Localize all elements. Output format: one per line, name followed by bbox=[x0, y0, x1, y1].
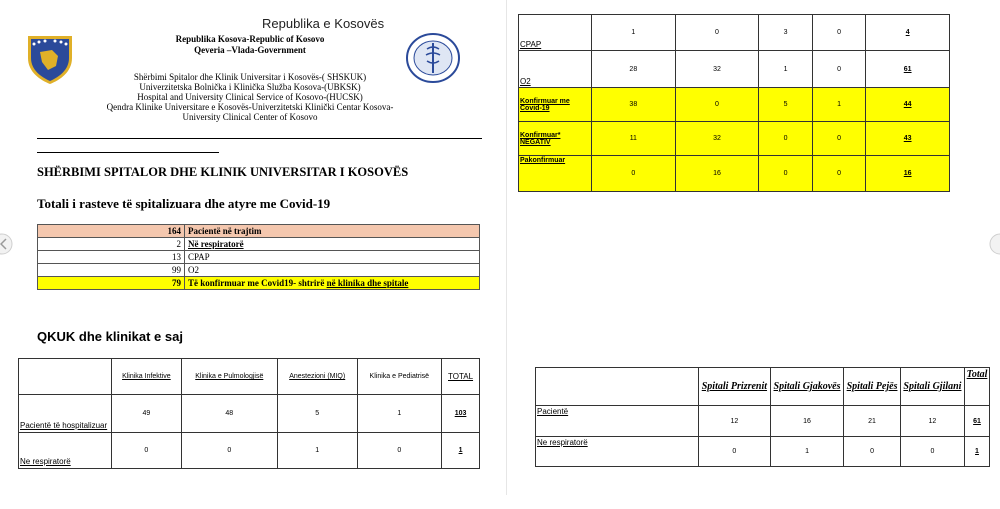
row-label: Ne respiratorë bbox=[19, 433, 112, 469]
summary-label: Pacientë në trajtim bbox=[185, 225, 480, 238]
table-cell: 16 bbox=[866, 156, 950, 192]
table-cell: 0 bbox=[675, 15, 759, 51]
column-header: Spitali Gjilani bbox=[900, 368, 964, 406]
table-cell: 32 bbox=[675, 122, 759, 156]
table-row bbox=[519, 88, 950, 122]
table-cell: 38 bbox=[592, 88, 676, 122]
table-cell: 0 bbox=[759, 122, 813, 156]
header-line-4: Univerzitetska Bolnička i Klinička Služba Kosova-(UBKSK) bbox=[139, 82, 361, 92]
column-header: Spitali Prizrenit bbox=[699, 368, 771, 406]
table-cell: 0 bbox=[181, 433, 277, 469]
column-header: Klinika e Pediatrisë bbox=[357, 359, 441, 395]
table-cell: 21 bbox=[844, 406, 901, 437]
header-line-6: Qendra Klinike Universitare e Kosovës-Univerzitetski Klinički Centar Kosova- bbox=[106, 102, 394, 112]
summary-label: O2 bbox=[185, 264, 480, 277]
summary-label-part: në klinika dhe spitale bbox=[326, 278, 409, 288]
table-cell: 0 bbox=[900, 437, 964, 467]
column-header: Klinika Infektive bbox=[112, 359, 182, 395]
table-cell: 28 bbox=[592, 51, 676, 88]
divider-line-short bbox=[37, 152, 219, 153]
summary-value: 13 bbox=[38, 251, 185, 264]
table-cell: 0 bbox=[844, 437, 901, 467]
column-header: Spitali Pejës bbox=[844, 368, 901, 406]
table-cell: 0 bbox=[812, 15, 866, 51]
table-row bbox=[519, 15, 950, 51]
table-cell: 5 bbox=[277, 395, 357, 433]
table-cell: 61 bbox=[866, 51, 950, 88]
divider-line bbox=[37, 138, 482, 139]
table-cell: 61 bbox=[965, 406, 990, 437]
table-row bbox=[38, 251, 480, 264]
table-cell: 1 bbox=[442, 433, 480, 469]
table-cell: 0 bbox=[699, 437, 771, 467]
qkuk-heading: QKUK dhe klinikat e saj bbox=[37, 329, 183, 344]
main-heading: SHËRBIMI SPITALOR DHE KLINIK UNIVERSITAR I KOSOVËS bbox=[37, 165, 409, 179]
table-row bbox=[536, 406, 990, 437]
table-header-row bbox=[19, 359, 480, 395]
table-cell: 1 bbox=[277, 433, 357, 469]
row-label: Pakonfirmuar bbox=[519, 156, 592, 192]
page-separator bbox=[506, 0, 507, 495]
table-row bbox=[19, 433, 480, 469]
table-cell: 43 bbox=[866, 122, 950, 156]
row-label: Konfirmuar* NEGATIV bbox=[519, 122, 592, 156]
table-cell: 49 bbox=[112, 395, 182, 433]
table-cell: 103 bbox=[442, 395, 480, 433]
table-cell: 1 bbox=[759, 51, 813, 88]
table-cell: 44 bbox=[866, 88, 950, 122]
table-cell: 1 bbox=[592, 15, 676, 51]
summary-value: 79 bbox=[38, 277, 185, 290]
right-page bbox=[510, 0, 1000, 509]
table-cell: 32 bbox=[675, 51, 759, 88]
table-cell: 0 bbox=[812, 122, 866, 156]
column-header: Spitali Gjakovës bbox=[770, 368, 844, 406]
table-cell: 0 bbox=[675, 88, 759, 122]
table-cell: 16 bbox=[770, 406, 844, 437]
table-row bbox=[38, 238, 480, 251]
summary-value: 99 bbox=[38, 264, 185, 277]
row-label: Pacientë bbox=[536, 406, 699, 437]
table-cell: 0 bbox=[812, 156, 866, 192]
page-title: Republika e Kosovës bbox=[262, 16, 385, 31]
table-cell: 1 bbox=[770, 437, 844, 467]
table-row bbox=[38, 264, 480, 277]
row-label: CPAP bbox=[519, 15, 592, 51]
table-row bbox=[38, 277, 480, 290]
sub-heading: Totali i rasteve të spitalizuara dhe atyre me Covid-19 bbox=[37, 196, 331, 211]
table-row bbox=[519, 122, 950, 156]
table-row bbox=[519, 51, 950, 88]
table-cell: 11 bbox=[592, 122, 676, 156]
table-cell: 1 bbox=[965, 437, 990, 467]
header-line-5: Hospital and University Clinical Service of Kosovo-(HUCSK) bbox=[137, 92, 363, 102]
column-header: Total bbox=[965, 368, 990, 406]
row-label: Ne respiratorë bbox=[536, 437, 699, 467]
summary-label: CPAP bbox=[185, 251, 480, 264]
qkuk-table bbox=[18, 358, 480, 469]
table-cell: 16 bbox=[675, 156, 759, 192]
summary-value: 2 bbox=[38, 238, 185, 251]
table-row bbox=[536, 437, 990, 467]
column-header: TOTAL bbox=[442, 359, 480, 395]
summary-value: 164 bbox=[38, 225, 185, 238]
table-row bbox=[519, 156, 950, 192]
table-cell: 0 bbox=[592, 156, 676, 192]
table-cell: 0 bbox=[812, 51, 866, 88]
table-header-row bbox=[536, 368, 990, 406]
header-line-7: University Clinical Center of Kosovo bbox=[182, 112, 318, 122]
table-cell: 12 bbox=[900, 406, 964, 437]
regional-hospitals-table bbox=[535, 367, 990, 467]
header-cell-empty bbox=[536, 368, 699, 406]
table-cell: 12 bbox=[699, 406, 771, 437]
column-header: Anestezioni (MIQ) bbox=[277, 359, 357, 395]
header-cell-empty bbox=[19, 359, 112, 395]
table-cell: 0 bbox=[759, 156, 813, 192]
column-header: Klinika e Pulmologjisë bbox=[181, 359, 277, 395]
summary-table bbox=[37, 224, 480, 290]
table-cell: 1 bbox=[357, 395, 441, 433]
row-label: Konfirmuar me Covid-19 bbox=[519, 88, 592, 122]
header-line-2: Qeveria –Vlada-Government bbox=[194, 45, 306, 55]
row-label: Pacientë të hospitalizuar bbox=[19, 395, 112, 433]
table-cell: 48 bbox=[181, 395, 277, 433]
table-cell: 5 bbox=[759, 88, 813, 122]
table-cell: 4 bbox=[866, 15, 950, 51]
row-label: O2 bbox=[519, 51, 592, 88]
table-cell: 3 bbox=[759, 15, 813, 51]
summary-label: Në respiratorë bbox=[185, 238, 480, 251]
table-cell: 1 bbox=[812, 88, 866, 122]
summary-label-part: Të konfirmuar me Covid19- shtrirë bbox=[188, 278, 327, 288]
table-row bbox=[38, 225, 480, 238]
summary-label bbox=[185, 277, 480, 290]
right-top-table bbox=[518, 14, 950, 192]
table-cell: 0 bbox=[112, 433, 182, 469]
table-cell: 0 bbox=[357, 433, 441, 469]
header-line-1: Republika Kosova-Republic of Kosovo bbox=[175, 34, 325, 44]
table-row bbox=[19, 395, 480, 433]
header-line-3: Shërbimi Spitalor dhe Klinik Universitar i Kosovës-( SHSKUK) bbox=[133, 72, 367, 82]
